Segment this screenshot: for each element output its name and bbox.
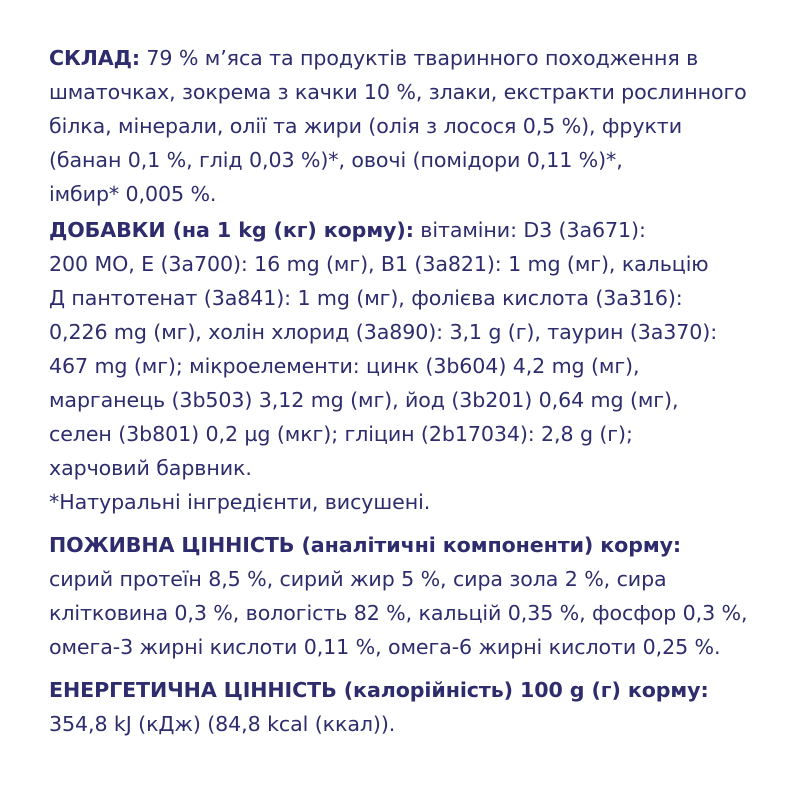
additives-footnote: *Натуральні інгредієнти, висушені. bbox=[49, 490, 431, 514]
energy-section bbox=[49, 673, 761, 741]
additives-section bbox=[49, 213, 761, 519]
additives-line: Д пантотенат (3a841): 1 mg (мг), фолієва кислота (3a316): bbox=[49, 286, 683, 310]
energy-heading: ЕНЕРГЕТИЧНА ЦІННІСТЬ (калорійність) 100 g (г) корму: bbox=[49, 678, 709, 702]
additives-heading: ДОБАВКИ (на 1 kg (кг) корму): bbox=[49, 218, 414, 242]
composition-line: імбир* 0,005 %. bbox=[49, 182, 217, 206]
nutrition-section bbox=[49, 528, 761, 664]
composition-heading: СКЛАД: bbox=[49, 46, 140, 70]
nutrition-line: омега-3 жирні кислоти 0,11 %, омега-6 жирні кислоти 0,25 %. bbox=[49, 635, 721, 659]
composition-text: 79 % м’яса та продуктів тваринного походження в bbox=[139, 46, 699, 70]
composition-line: (банан 0,1 %, глід 0,03 %)*, овочі (помідори 0,11 %)*, bbox=[49, 148, 623, 172]
additives-line: марганець (3b503) 3,12 mg (мг), йод (3b201) 0,64 mg (мг), bbox=[49, 388, 679, 412]
additives-text: вітаміни: D3 (3a671): bbox=[413, 218, 646, 242]
nutrition-heading: ПОЖИВНА ЦІННІСТЬ (аналітичні компоненти) корму: bbox=[49, 533, 682, 557]
nutrition-line: клітковина 0,3 %, вологість 82 %, кальцій 0,35 %, фосфор 0,3 %, bbox=[49, 601, 748, 625]
composition-line: білка, мінерали, олії та жири (олія з лосося 0,5 %), фрукти bbox=[49, 114, 682, 138]
composition-line: шматочках, зокрема з качки 10 %, злаки, екстракти рослинного bbox=[49, 80, 747, 104]
composition-section bbox=[49, 41, 761, 211]
composition-line-1 bbox=[49, 41, 761, 75]
additives-line: харчовий барвник. bbox=[49, 456, 252, 480]
additives-line: 0,226 mg (мг), холін хлорид (3a890): 3,1 g (г), таурин (3a370): bbox=[49, 320, 718, 344]
additives-line: селен (3b801) 0,2 µg (мкг); гліцин (2b17034): 2,8 g (г); bbox=[49, 422, 633, 446]
nutrition-line: сирий протеїн 8,5 %, сирий жир 5 %, сира зола 2 %, сира bbox=[49, 567, 667, 591]
additives-line-1 bbox=[49, 213, 761, 247]
additives-line: 467 mg (мг); мікроелементи: цинк (3b604) 4,2 mg (мг), bbox=[49, 354, 640, 378]
additives-line: 200 МО, E (3a700): 16 mg (мг), B1 (3a821): 1 mg (мг), кальцію bbox=[49, 252, 709, 276]
energy-line: 354,8 kJ (кДж) (84,8 kcal (ккал)). bbox=[49, 712, 396, 736]
